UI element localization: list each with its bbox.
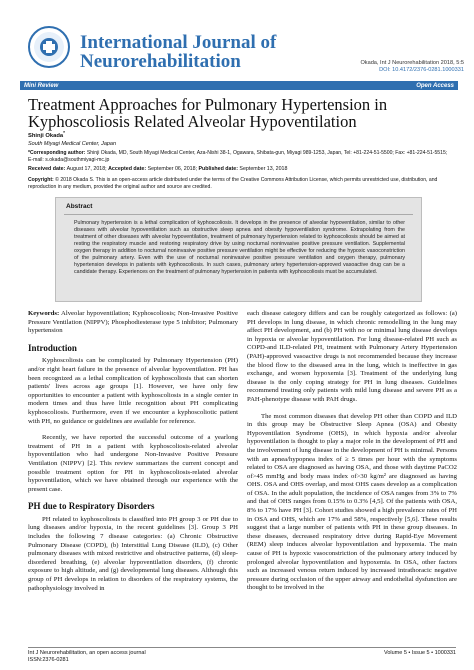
right-paragraph-1: each disease category differs and can be roughly categorized as follows: (a) PH develops in lung disease, in which chronic remodelling in the lung may affect PH development, and (b) PH with no or minimal lung disease develops in hypoxia or alveolar hypoventilation. For lung disease-related PH such as COPD-and ILD-related PH, treatment with Pulmonary Artery Hypertension (PAH)-approved vasoactive drugs is not recommended because they increase the blood flow to the diseased area in the lung, which is ineffective in gas exchange, and worsen hypoxemia [3]. Treatment of the underlying lung disease is the only coping strategy for PH in lung diseases. Guidelines recommend treating only patients with mild lung disease and severe PH as a PAH-phenotype disease with PAH drugs. [247, 310, 457, 403]
footer-issn: ISSN:2376-0281 [28, 657, 69, 663]
doi-link[interactable]: DOI: 10.4172/2376-0281.1000331 [379, 67, 464, 73]
received-date: August 17, 2018; [65, 166, 109, 172]
open-access-label: Open Access [416, 82, 454, 89]
logo-cross-horizontal [43, 44, 55, 50]
keywords-label: Keywords: [28, 310, 60, 317]
journal-header [0, 0, 474, 78]
footer-volume: Volume 5 • Issue 5 • 1000331 [383, 650, 456, 656]
author-mark: * [63, 131, 66, 136]
published-date: September 13, 2018 [237, 166, 288, 172]
ph-paragraph-1: PH related to kyphoscoliosis is classified into PH group 3 or PH due to lung diseases and/or hypoxia, in the recent guidelines [3]. Group 3 PH includes the following 7 disease categories: (a) Chronic Obstructive Pulmonary Disease (COPD), (b) Interstitial Lung Disease (ILD), (c) Other pulmonary diseases with mixed restrictive and obstructive patterns, (d) sleep-disordered breathing, (e) alveolar hypoventilation disorders, (f) chronic exposure to high altitude, and (g) developmental lung diseases. Although this group of PH develops in relation to disorders of the respiratory systems, the pathophysiology involved in [28, 515, 238, 592]
ph-respiratory-heading: PH due to Respiratory Disorders [28, 501, 155, 512]
keywords-text: Alveolar hypoventilation; Kyphoscoliosis; Non-Invasive Positive Pressure Ventilation (NIPPV); Phosphodiesterase type 5 inhibitor; Pulmonary hypertension [28, 310, 238, 335]
citation-block [360, 60, 464, 74]
author-line [28, 131, 65, 139]
copyright-label: Copyright: [28, 177, 54, 183]
intro-paragraph-2: Recently, we have reported the successful outcome of a yearlong treatment of PH in a patient with kyphoscoliosis-related alveolar hypoventilation who had undergone Non-Invasive Positive Pressure Ventilation (NIPPV) [2]. This review summarizes the current concept and possible treatment option for PH in kyphoscoliosis-related alveolar hypoventilation, which we have obtained through our experience with the present case. [28, 434, 238, 493]
citation: Okada, Int J Neurorehabilitation 2018, 5:5 [360, 60, 464, 66]
corresponding-text: Shinji Okada, MD, South Miyagi Medical Center, Aza-Nishi 38-1, Ogawara, Shibata-gun, Miyagi 989-1253, Japan, Tel: +81-224-51-5500; Fax: +81-224-51-5515; E-mail: s.okada@southmiyagi-mc.jp [28, 150, 448, 163]
abstract-heading: Abstract [66, 203, 93, 210]
intro-paragraph-1: Kyphoscoliosis can be complicated by Pulmonary Hypertension (PH) and/or right heart failure in the presence of alveolar hypoventilation. PH has been recognized as a lethal complication of kyphoscoliosis that can shorten patients' lives across age groups [1]. However, we have only few opportunities to encounter a patient with kyphoscoliosis in a single center in modern times and thus have little recognition about PH complicating kyphoscoliosis. Furthermore, even if we encounter a kyphoscoliotic patient with PH, no guidance or guidelines are available for reference. [28, 357, 238, 425]
abstract-box [55, 197, 422, 302]
corresponding-label: *Corresponding author: [28, 150, 86, 156]
article-dates [28, 166, 287, 172]
abstract-divider [64, 214, 413, 215]
keywords [28, 310, 238, 336]
page-footer [28, 647, 456, 664]
accepted-label: Accepted date: [108, 166, 147, 172]
journal-title-line1: International Journal of [80, 32, 277, 53]
affiliation: South Miyagi Medical Center, Japan [28, 141, 117, 147]
copyright-text: © 2018 Okada S. This is an open-access article distributed under the terms of the Creative Commons Attribution License, which permits unrestricted use, distribution, and reproduction in any medium, provided the original author and source are credited. [28, 177, 438, 190]
journal-title-line2: Neurorehabilitation [80, 51, 241, 72]
received-label: Received date: [28, 166, 66, 172]
introduction-heading: Introduction [28, 342, 77, 353]
abstract-text: Pulmonary hypertension is a lethal complication of kyphoscoliosis. It develops in the presence of alveolar hypoventilation, similar to other diseases with alveolar hypoventilation such as obstructive sleep apnea and obesity hypoventilation syndrome. Extrapolating from the treatment of other diseases with alveolar hypoventilation, treatment of pulmonary hypertension related to kyphoscoliosis should be aimed at resting the respiratory muscle and restoring respiratory drive by using nocturnal noninvasive positive pressure ventilation. Supplemental oxygen therapy in addition to nocturnal noninvasive positive pressure ventilation might be effective for reducing the hypoxic vasoconstriction of the pulmonary artery. Even with the use of nocturnal noninvasive positive pressure ventilation and oxygen therapy, pulmonary hypertension develops in patients with kyphoscoliosis. In such cases, pulmonary artery hypertension-approved vasoactive drug can be a candidate therapy. Experiences on the treatment of pulmonary hypertension in patients with kyphoscoliosis must be accumulated. [74, 220, 405, 275]
accepted-date: September 06, 2018; [146, 166, 199, 172]
journal-title [80, 33, 276, 71]
copyright-notice [28, 177, 453, 191]
published-label: Published date: [198, 166, 238, 172]
article-type-bar [20, 81, 458, 90]
author-name: Shinji Okada [28, 132, 64, 139]
footer-journal: Int J Neurorehabilitation, an open access journal [28, 650, 146, 656]
corresponding-author [28, 150, 448, 164]
right-paragraph-2: The most common diseases that develop PH other than COPD and ILD in this group may be Obstructive Sleep Apnea (OSA) and Obesity Hypoventilation Syndrome (OHS), in which hypoxia and/or alveolar hypoventilation is thought to play a major role in the development of PH and the involvement of lung disease in the development of PH is minimal. Persons with an apnea/hypopnea index of ≥ 5 times per hour with the symptoms related to OSA are diagnosed as having OSA, and those with daytime PaCO2 of>45 mmHg and body mass index of>30 kg/m² are diagnosed as having OHS. OSA and OHS overlap, and most OHS cases develop as a complication of OSA. In the adult population, the incidence of OSA ranges from 3% to 7% and that of OHS ranges from 0.15% to 0.3% [4,5]. Of the patients with OSA, 8% to 17% have PH [3]. Cohort studies showed a high prevalence rates of PH in OSA and OHS, which are 17% and 58%, respectively [5,6]. These results suggest that a large number of patients with PH in these group diseases. In these diseases, decreased respiratory drive during Rapid-Eye Movement (REM) sleep induces alveolar hypoventilation and hypoxemia. The main cause of PH is hypoxic vasoconstriction of the pulmonary artery induced by prolonged alveolar hypoventilation and hypoxemia. In OSA, other factors such as increased venous return induced by increased intrathoracic negative pressure during occlusion of the upper airway and endothelial dysfunction are thought to be involved in the [247, 412, 457, 592]
left-column [28, 310, 238, 593]
article-title: Treatment Approaches for Pulmonary Hypertension in Kyphoscoliosis Related Alveolar Hypoventilation [28, 95, 388, 131]
right-column [247, 310, 457, 593]
journal-logo-icon [28, 26, 70, 68]
article-type-label: Mini Review [24, 82, 59, 89]
